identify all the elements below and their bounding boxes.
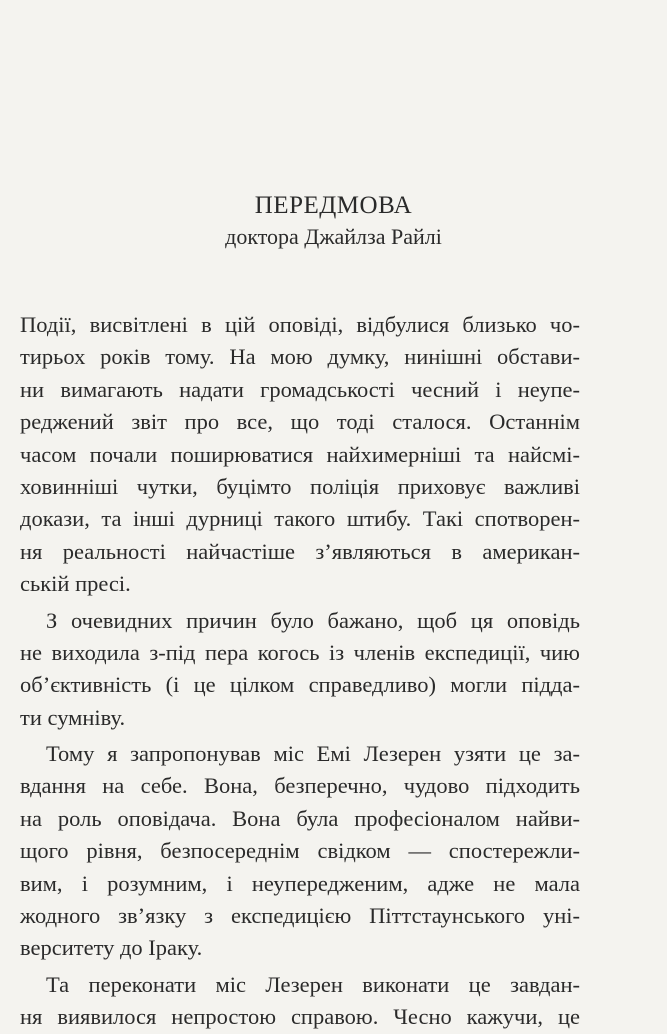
text-line: ня реальності найчастіше з’являються в американ- bbox=[20, 538, 580, 564]
text-line: Події, висвітлені в цій оповіді, відбулися близько чо- bbox=[20, 312, 580, 337]
text-line: докази, та інші дурниці такого штибу. Такі спотворен- bbox=[20, 506, 580, 532]
text-line: Та переконати міс Лезерен виконати це завдан- bbox=[46, 971, 580, 997]
text-line: ня виявилося непростою справою. Чесно кажучи, це bbox=[20, 1004, 580, 1030]
text-line: Тому я запропонував міс Емі Лезерен узяти це за- bbox=[46, 741, 580, 767]
text-line: щого рівня, безпосереднім свідком — спостережли- bbox=[20, 838, 580, 864]
text-line: на роль оповідача. Вона була професіоналом найви- bbox=[20, 805, 580, 831]
text-line: верситету до Іраку. bbox=[20, 935, 203, 961]
preface-heading bbox=[0, 190, 667, 252]
paragraph-2 bbox=[20, 605, 580, 735]
text-line: ховинніші чутки, буцімто поліція приховує важливі bbox=[20, 473, 580, 499]
text-line: реджений звіт про все, що тоді сталося. Останнім bbox=[20, 409, 580, 435]
text-line: не виходила з-під пера когось із членів експедиції, чию bbox=[20, 639, 580, 665]
text-line: ти сумніву. bbox=[20, 704, 126, 730]
text-line: тирьох років тому. На мою думку, нинішні обстави- bbox=[20, 344, 580, 370]
text-line: вдання на себе. Вона, безперечно, чудово підходить bbox=[20, 773, 580, 799]
text-line: ській пресі. bbox=[20, 571, 131, 597]
body-text bbox=[20, 309, 580, 1034]
text-line: жодного зв’язку з експедицією Піттстаунського уні- bbox=[20, 903, 580, 929]
paragraph-3 bbox=[20, 738, 580, 965]
page-title: ПЕРЕДМОВА bbox=[254, 192, 413, 219]
page-subtitle: доктора Джайлза Райлі bbox=[225, 224, 442, 249]
text-line: вим, і розумним, і неупередженим, адже не мала bbox=[20, 870, 580, 896]
text-line: часом почали поширюватися найхимерніші та найсмі- bbox=[20, 441, 580, 467]
text-line: З очевидних причин було бажано, щоб ця оповідь bbox=[46, 607, 580, 633]
paragraph-1 bbox=[20, 309, 580, 601]
text-line: ни вимагають надати громадськості чесний і неупе- bbox=[20, 376, 580, 402]
text-line: об’єктивність (і це цілком справедливо) могли підда- bbox=[20, 672, 580, 698]
paragraph-4 bbox=[20, 969, 580, 1034]
